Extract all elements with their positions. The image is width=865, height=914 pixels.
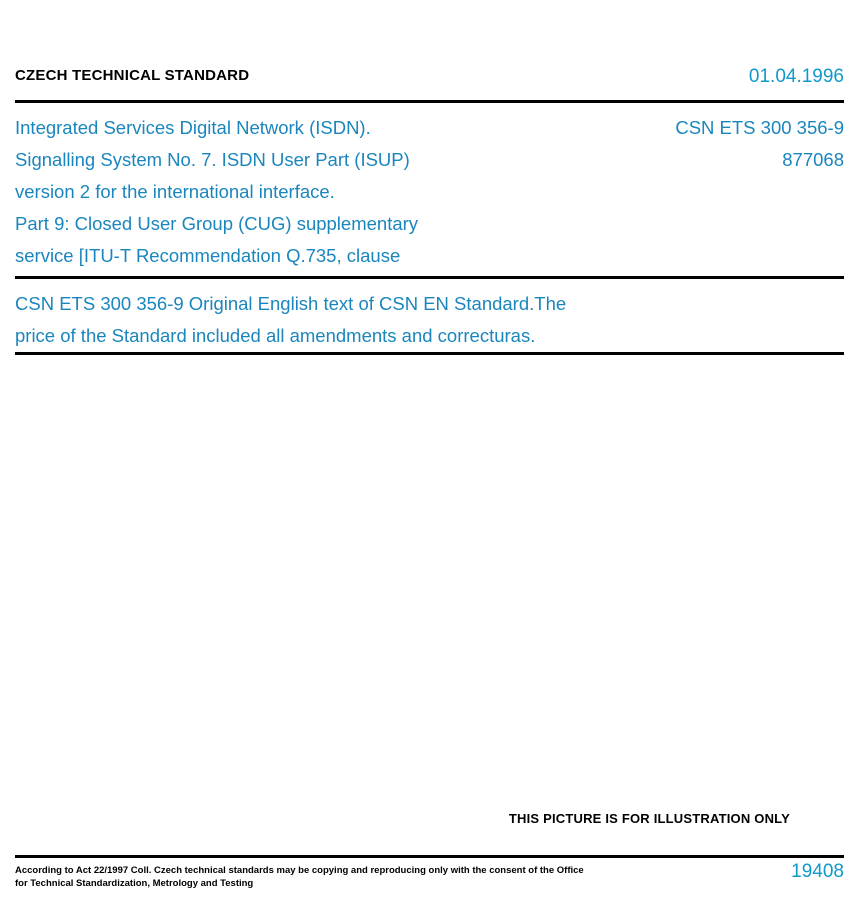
title-line: Signalling System No. 7. ISDN User Part (ISUP) bbox=[15, 149, 410, 170]
footer-page-number: 19408 bbox=[791, 861, 844, 882]
footer-legal-text bbox=[15, 864, 615, 890]
title-line: Part 9: Closed User Group (CUG) supplementary bbox=[15, 213, 419, 234]
illustration-notice: THIS PICTURE IS FOR ILLUSTRATION ONLY bbox=[508, 811, 790, 826]
document-header bbox=[15, 66, 844, 88]
footer-divider-rule bbox=[15, 855, 844, 858]
header-divider-rule bbox=[15, 100, 844, 103]
note-line: CSN ETS 300 356-9 Original English text of CSN EN Standard.The bbox=[15, 293, 567, 314]
standard-note-block bbox=[15, 288, 825, 352]
standard-designation: CSN ETS 300 356-9 bbox=[675, 117, 844, 138]
title-line: version 2 for the international interface. bbox=[15, 181, 335, 202]
note-line: price of the Standard included all amendments and correcturas. bbox=[15, 325, 536, 346]
footer-legal-line: for Technical Standardization, Metrology and Testing bbox=[15, 878, 254, 889]
catalog-number: 877068 bbox=[782, 149, 844, 170]
title-line: service [ITU-T Recommendation Q.735, clause bbox=[15, 245, 401, 266]
standard-type-label: CZECH TECHNICAL STANDARD bbox=[15, 67, 250, 84]
note-divider-rule bbox=[15, 352, 844, 355]
title-line: Integrated Services Digital Network (ISDN). bbox=[15, 117, 371, 138]
footer-legal-line: According to Act 22/1997 Coll. Czech technical standards may be copying and reproducing only with the consent of the Office bbox=[15, 865, 584, 876]
standard-title-block bbox=[15, 112, 575, 272]
publication-date: 01.04.1996 bbox=[748, 66, 844, 87]
title-divider-rule bbox=[15, 276, 844, 279]
standard-identifier-block bbox=[675, 112, 844, 176]
